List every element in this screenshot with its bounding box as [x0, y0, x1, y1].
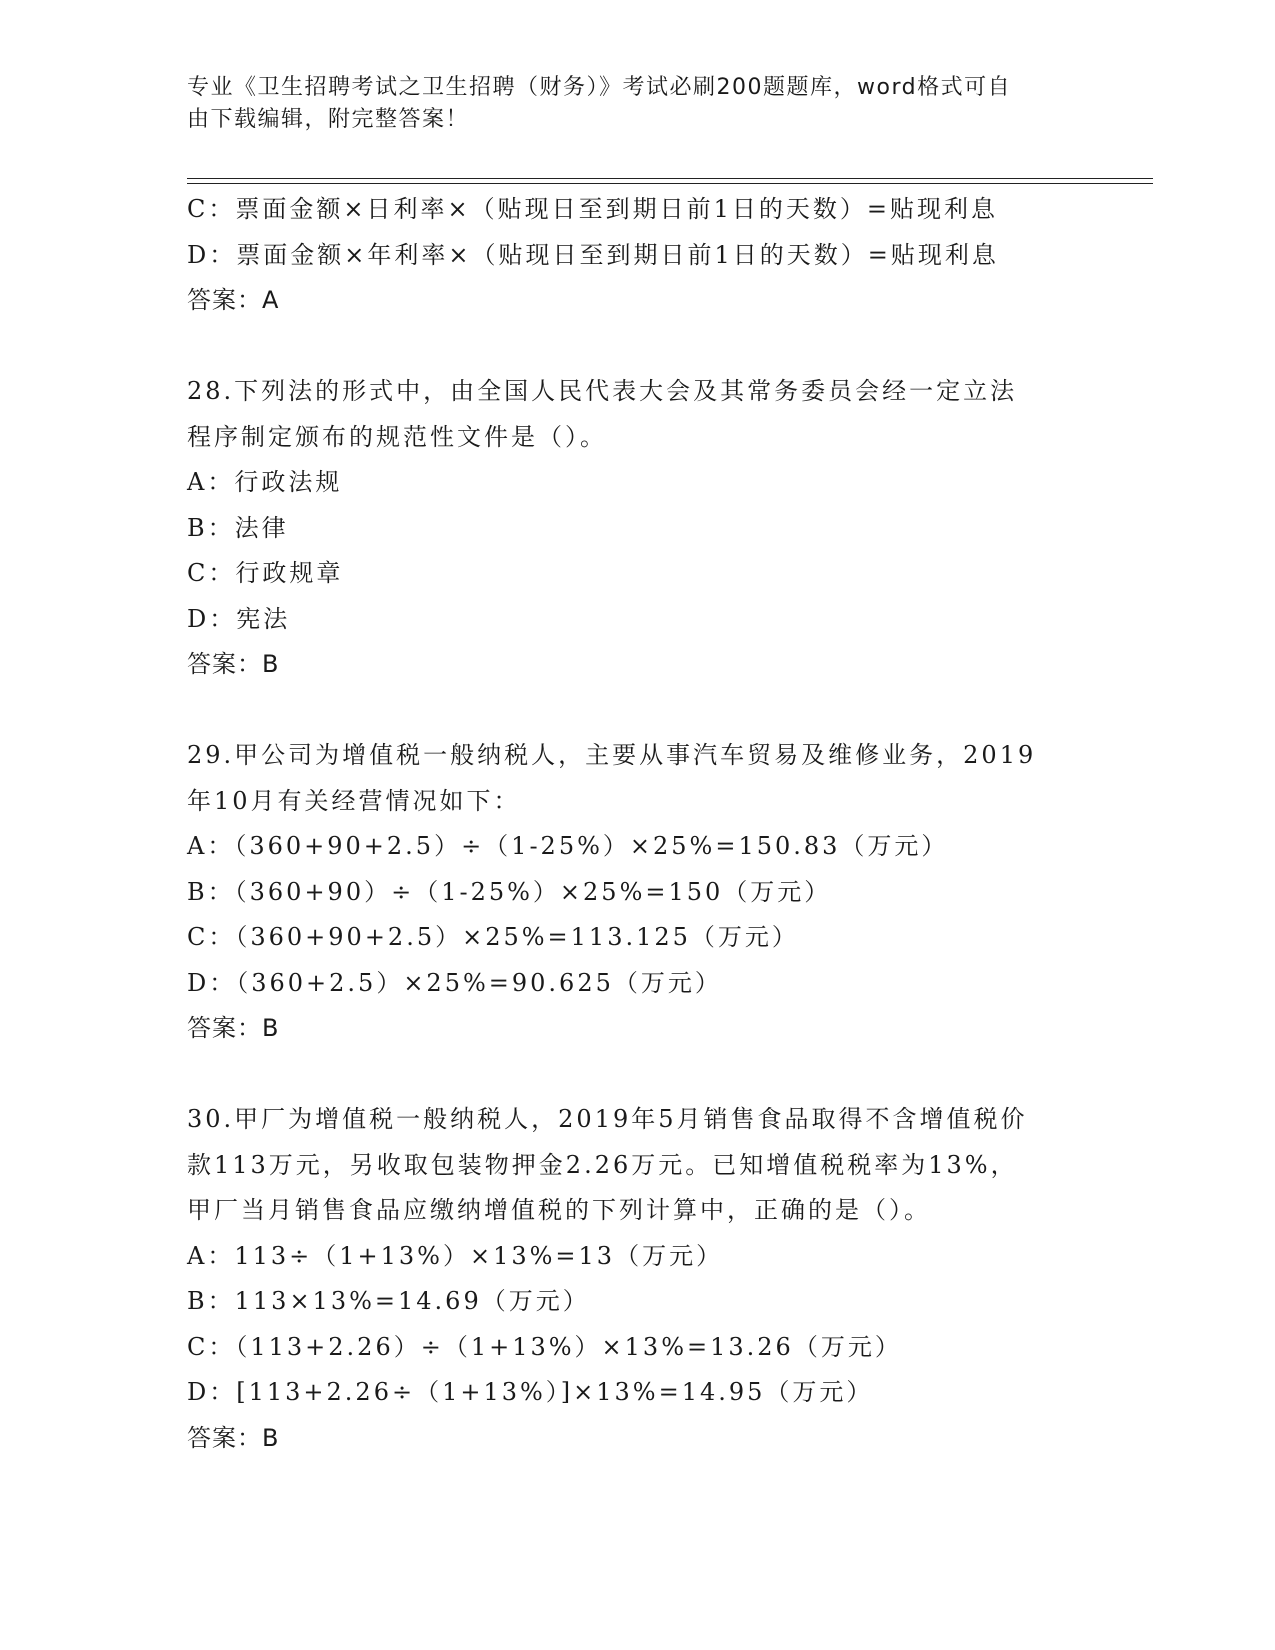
question-stem-line: 28.下列法的形式中，由全国人民代表大会及其常务委员会经一定立法: [187, 377, 1018, 405]
question-28: [187, 369, 1087, 688]
spacer: [187, 324, 1087, 370]
answer: 答案：B: [187, 1423, 280, 1452]
prev-option-d: D：票面金额×年利率×（贴现日至到期日前1日的天数）=贴现利息: [187, 240, 999, 269]
answer: 答案：B: [187, 1014, 280, 1042]
question-stem-line: 年10月有关经营情况如下：: [187, 786, 521, 815]
option-d: D：[113+2.26÷（1+13%）]×13%=14.95（万元）: [187, 1378, 874, 1406]
option-c: C：行政规章: [187, 559, 344, 587]
header-title-line-2: 由下载编辑，附完整答案！: [187, 107, 470, 132]
option-a: A：（360+90+2.5）÷（1-25%）×25%=150.83（万元）: [187, 832, 949, 860]
option-c: C：（113+2.26）÷（1+13%）×13%=13.26（万元）: [187, 1332, 902, 1361]
option-a: A：行政法规: [187, 468, 343, 496]
question-stem-line: 款113万元，另收取包装物押金2.26万元。已知增值税税率为13%，: [187, 1150, 1018, 1179]
question-stem-line: 29.甲公司为增值税一般纳税人，主要从事汽车贸易及维修业务，2019: [187, 741, 1037, 769]
prev-option-c: C：票面金额×日利率×（贴现日至到期日前1日的天数）=贴现利息: [187, 195, 998, 223]
option-b: B：法律: [187, 513, 289, 542]
question-30: [187, 1097, 1087, 1461]
option-a: A：113÷（1+13%）×13%=13（万元）: [187, 1241, 724, 1270]
question-content: [187, 187, 1087, 1461]
option-c: C：（360+90+2.5）×25%=113.125（万元）: [187, 923, 799, 951]
answer: 答案：B: [187, 650, 280, 678]
question-stem-line: 甲厂当月销售食品应缴纳增值税的下列计算中，正确的是（）。: [187, 1196, 931, 1224]
question-stem-line: 程序制定颁布的规范性文件是（）。: [187, 422, 607, 451]
question-stem-line: 30.甲厂为增值税一般纳税人，2019年5月销售食品取得不含增值税价: [187, 1105, 1028, 1133]
spacer: [187, 688, 1087, 734]
document-header: [187, 72, 1067, 136]
header-title-line-1: 专业《卫生招聘考试之卫生招聘（财务）》考试必刷200题题库，word格式可自: [187, 75, 1012, 100]
header-divider-top: [187, 178, 1153, 179]
option-b: B：113×13%=14.69（万元）: [187, 1287, 590, 1315]
header-divider-bottom: [187, 183, 1153, 184]
option-d: D：宪法: [187, 604, 291, 633]
question-29: [187, 733, 1087, 1052]
option-b: B：（360+90）÷（1-25%）×25%=150（万元）: [187, 877, 832, 906]
spacer: [187, 1052, 1087, 1098]
option-d: D：（360+2.5）×25%=90.625（万元）: [187, 968, 722, 997]
prev-answer: 答案：A: [187, 286, 280, 314]
